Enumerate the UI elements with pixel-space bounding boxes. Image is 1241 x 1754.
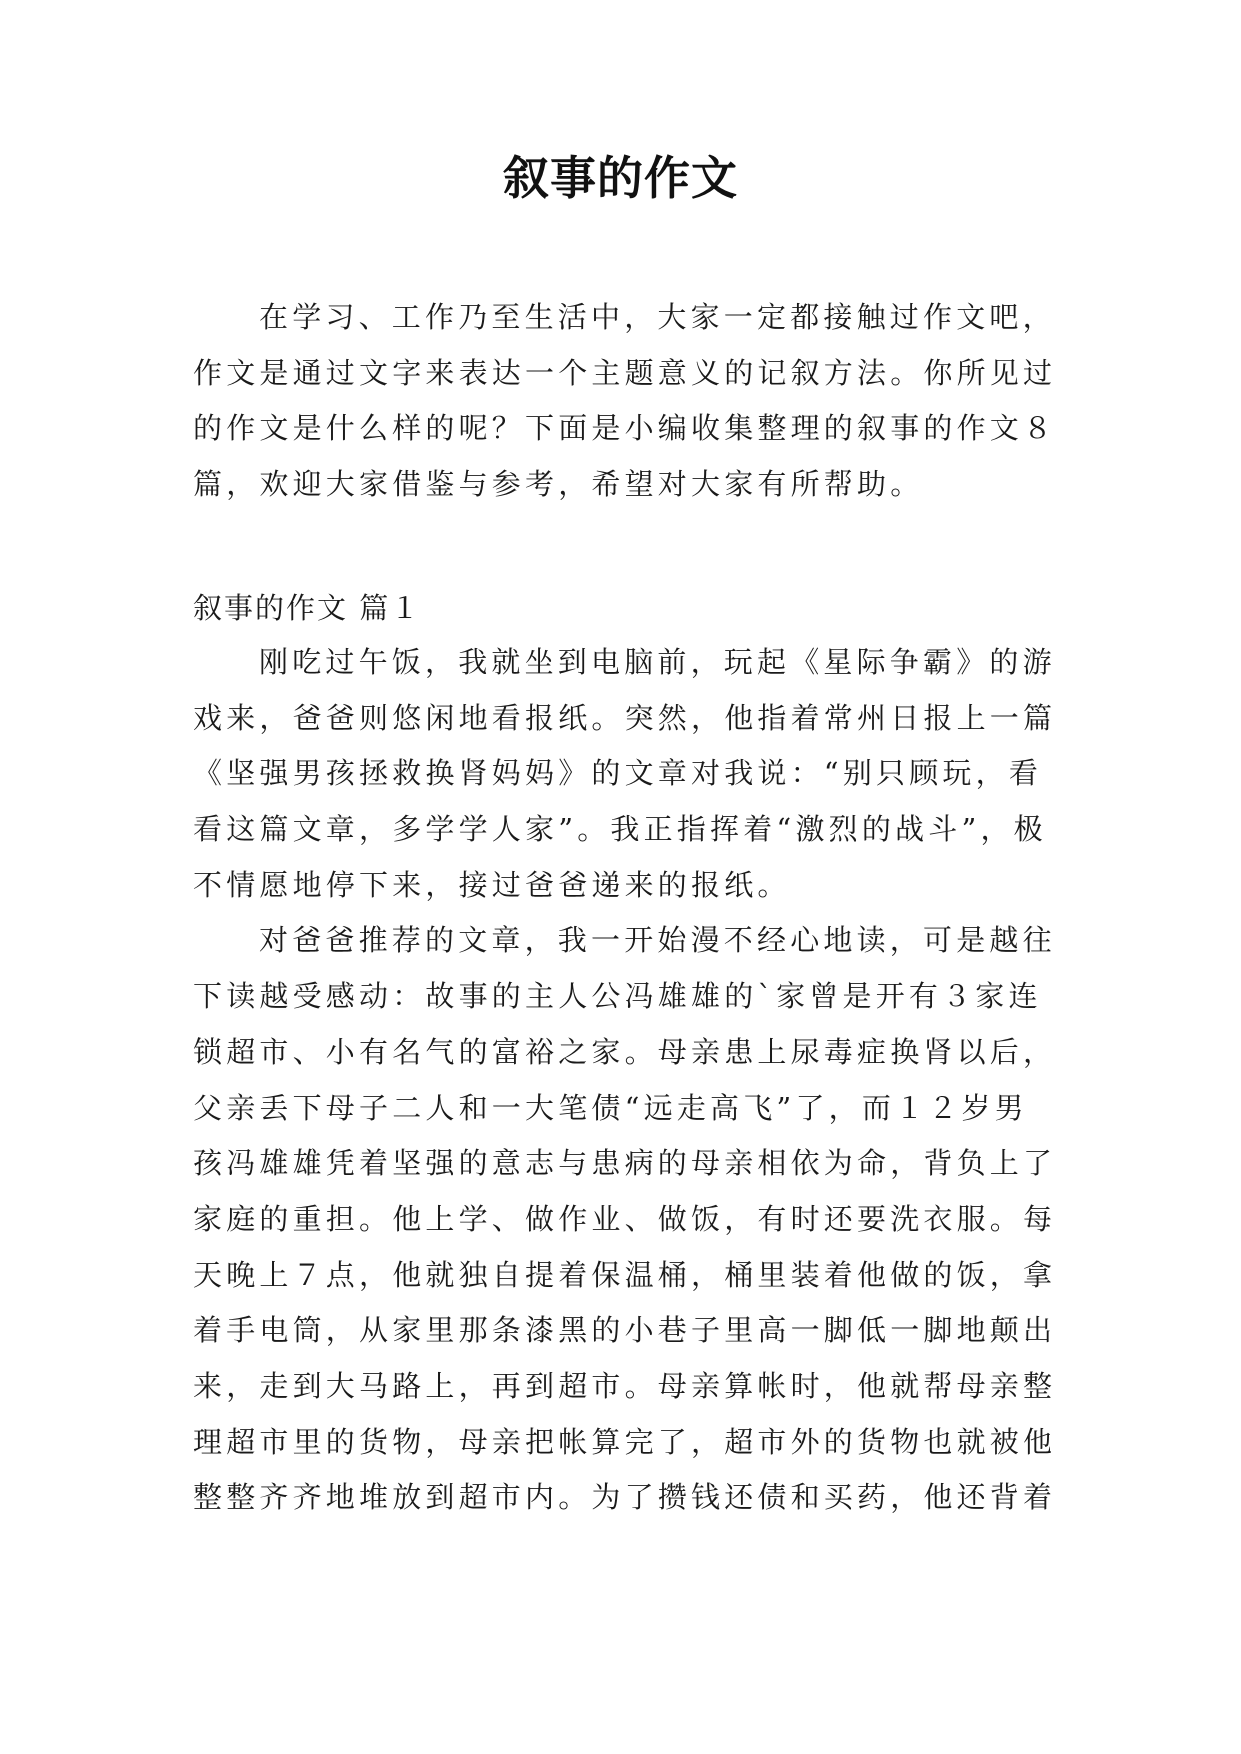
intro-line: 作文是通过文字来表达一个主题意义的记叙方法。你所见过 [193, 355, 1057, 390]
story-line: 父亲丢下母子二人和一大笔债“远走高飞”了，而１２岁男 [193, 1090, 1028, 1125]
story-paragraph-2 [193, 913, 1063, 1526]
story-line: 孩冯雄雄凭着坚强的意志与患病的母亲相依为命，背负上了 [193, 1146, 1057, 1181]
story-line: 锁超市、小有名气的富裕之家。母亲患上尿毒症换肾以后， [193, 1034, 1057, 1069]
story-line: 戏来，爸爸则悠闲地看报纸。突然，他指着常州日报上一篇 [193, 700, 1057, 735]
section-heading: 叙事的作文 篇１ [193, 591, 422, 625]
story-line: 刚吃过午饭，我就坐到电脑前，玩起《星际争霸》的游 [259, 645, 1056, 679]
story-line: 不情愿地停下来，接过爸爸递来的报纸。 [193, 867, 791, 902]
story-paragraph-1 [193, 635, 1063, 913]
story-line: 理超市里的货物，母亲把帐算完了，超市外的货物也就被他 [193, 1424, 1057, 1459]
story-line: 天晚上７点，他就独自提着保温桶，桶里装着他做的饭，拿 [193, 1257, 1057, 1292]
story-line: 家庭的重担。他上学、做作业、做饭，有时还要洗衣服。每 [193, 1201, 1057, 1236]
intro-line: 在学习、工作乃至生活中，大家一定都接触过作文吧， [259, 300, 1056, 334]
story-line: 着手电筒，从家里那条漆黑的小巷子里高一脚低一脚地颠出 [193, 1313, 1057, 1348]
story-line: 整整齐齐地堆放到超市内。为了攒钱还债和买药，他还背着 [193, 1480, 1057, 1515]
story-line: 来，走到大马路上，再到超市。母亲算帐时，他就帮母亲整 [193, 1368, 1057, 1403]
story-line: 下读越受感动：故事的主人公冯雄雄的`家曾是开有３家连 [193, 979, 1042, 1014]
story-line: 对爸爸推荐的文章，我一开始漫不经心地读，可是越往 [259, 923, 1056, 958]
intro-line: 篇，欢迎大家借鉴与参考，希望对大家有所帮助。 [193, 467, 924, 502]
story-line: 看这篇文章，多学学人家”。我正指挥着“激烈的战斗”，极 [193, 812, 1047, 847]
intro-line: 的作文是什么样的呢？下面是小编收集整理的叙事的作文８ [193, 411, 1057, 446]
story-line: 《坚强男孩拯救换肾妈妈》的文章对我说：“别只顾玩，看 [193, 756, 1043, 791]
intro-paragraph [193, 290, 1063, 513]
story-body [193, 635, 1063, 1526]
document-title: 叙事的作文 [503, 151, 738, 205]
